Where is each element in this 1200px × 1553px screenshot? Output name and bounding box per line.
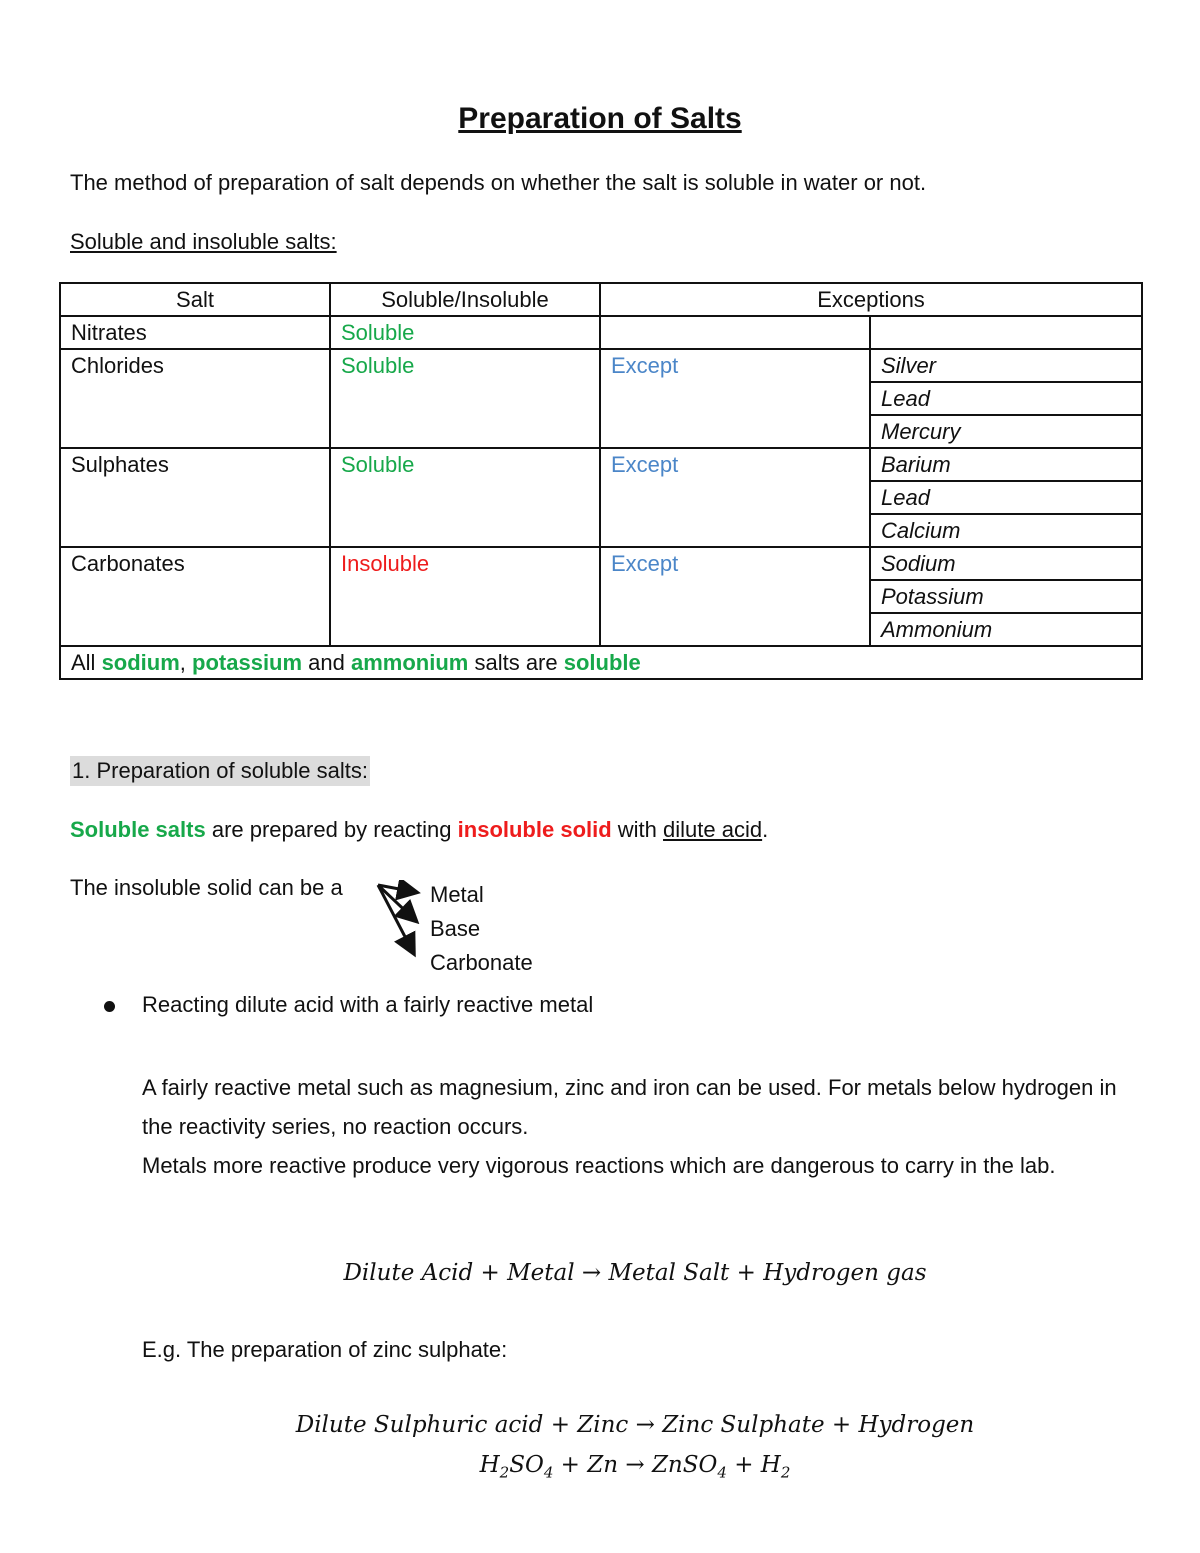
exception-cell: Silver — [870, 349, 1142, 382]
bullet-icon — [104, 1001, 115, 1012]
except-cell — [600, 316, 870, 349]
exception-cell: Mercury — [870, 415, 1142, 448]
equation-general: Dilute Acid + Metal → Metal Salt + Hydrogen gas — [343, 1260, 927, 1286]
page-title: Preparation of Salts — [458, 102, 742, 135]
status-cell: Soluble — [330, 316, 600, 349]
example-label: E.g. The preparation of zinc sulphate: — [142, 1337, 508, 1362]
exception-cell: Sodium — [870, 547, 1142, 580]
except-cell: Except — [600, 448, 870, 547]
exception-cell: Lead — [870, 481, 1142, 514]
subheading: Soluble and insoluble salts: — [70, 229, 337, 254]
header-solubility: Soluble/Insoluble — [330, 283, 600, 316]
solubility-table — [59, 282, 1143, 680]
statement: Soluble salts are prepared by reacting insoluble solid with dilute acid. — [70, 817, 769, 842]
option-base: Base — [430, 916, 481, 941]
salt-cell: Nitrates — [60, 316, 330, 349]
table-row — [60, 349, 1142, 382]
salt-cell: Chlorides — [60, 349, 330, 448]
exception-cell: Lead — [870, 382, 1142, 415]
exception-cell: Barium — [870, 448, 1142, 481]
insoluble-intro: The insoluble solid can be a — [70, 875, 343, 900]
equation-word: Dilute Sulphuric acid + Zinc → Zinc Sulphate + Hydrogen — [295, 1412, 975, 1438]
exception-cell: Calcium — [870, 514, 1142, 547]
paragraph-2: Metals more reactive produce very vigorous reactions which are dangerous to carry in the lab. — [142, 1153, 1056, 1178]
exception-cell: Potassium — [870, 580, 1142, 613]
except-cell: Except — [600, 349, 870, 448]
bullet-text: Reacting dilute acid with a fairly reactive metal — [142, 992, 594, 1017]
intro-text: The method of preparation of salt depends on whether the salt is soluble in water or not. — [70, 170, 927, 195]
arrow-to-carbonate — [378, 885, 413, 952]
arrows-diagram — [375, 880, 425, 960]
exception-cell — [870, 316, 1142, 349]
exception-cell: Ammonium — [870, 613, 1142, 646]
body-paragraph — [142, 1068, 1132, 1185]
header-exceptions: Exceptions — [600, 283, 1142, 316]
salt-cell: Carbonates — [60, 547, 330, 646]
option-carbonate: Carbonate — [430, 950, 533, 975]
status-cell: Soluble — [330, 448, 600, 547]
table-row — [60, 547, 1142, 580]
table-header-row — [60, 283, 1142, 316]
table-row — [60, 448, 1142, 481]
salt-cell: Sulphates — [60, 448, 330, 547]
table-row — [60, 316, 1142, 349]
table-footer-row — [60, 646, 1142, 679]
paragraph-1: A fairly reactive metal such as magnesium, zinc and iron can be used. For metals below hydrogen in the reactivity series, no reaction occurs. — [142, 1075, 1117, 1139]
footer-note: All sodium, potassium and ammonium salts are soluble — [60, 646, 1142, 679]
section-heading: 1. Preparation of soluble salts: — [70, 756, 370, 786]
status-cell: Insoluble — [330, 547, 600, 646]
except-cell: Except — [600, 547, 870, 646]
header-salt: Salt — [60, 283, 330, 316]
option-metal: Metal — [430, 882, 484, 907]
status-cell: Soluble — [330, 349, 600, 448]
equation-symbol: $H_2SO_4 + Zn$ → ZnSO$_4$ + $H_2$ — [479, 1452, 791, 1482]
